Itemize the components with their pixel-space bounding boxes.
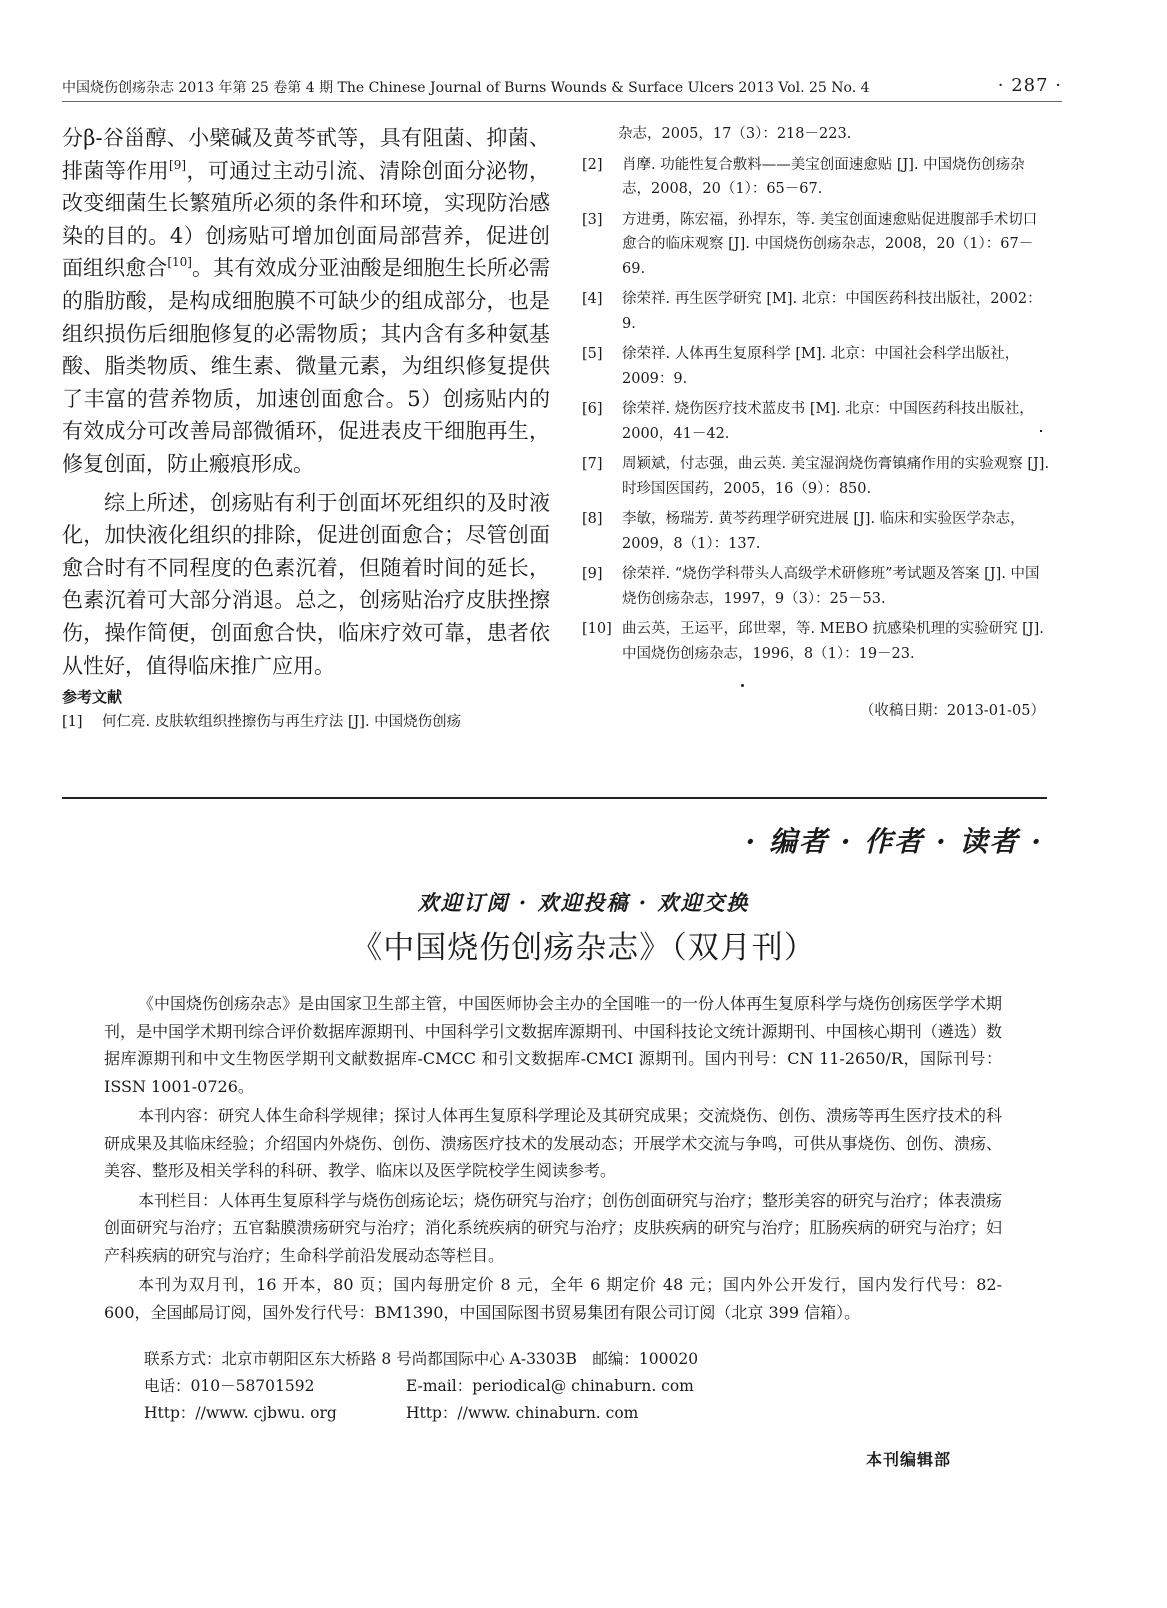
reference-text: 周颖斌，付志强，曲云英. 美宝湿润烧伤膏镇痛作用的实验观察 [J]. 时珍国医国药，2005，16（9）：850. xyxy=(622,456,1050,497)
page-number: · 287 · xyxy=(997,75,1062,96)
reference-text: 杂志，2005，17（3）：218－223. xyxy=(618,126,852,142)
reference-item xyxy=(582,507,1050,556)
reference-number: [10] xyxy=(582,621,612,637)
contact-address: 联系方式：北京市朝阳区东大桥路 8 号尚都国际中心 A-3303B 邮编：100020 xyxy=(144,1350,699,1368)
received-date: （收稿日期：2013-01-05） xyxy=(859,703,1045,719)
reference-item-continued xyxy=(582,122,1050,147)
notice-title: 《中国烧伤创疡杂志》（双月刊） xyxy=(351,930,816,966)
reference-number: [5] xyxy=(582,346,603,362)
section-title: · 编者 · 作者 · 读者 · xyxy=(745,825,1043,858)
para1-text-b: ，可通过主动引流、清除创面分泌物，改变细菌生长繁殖所必须的条件和环境，实现防治感染的目的。4）创疡贴可增加创面局部营养，促进创面组织愈合 xyxy=(62,158,550,281)
notice-paragraph-pricing: 本刊为双月刊，16 开本，80 页；国内每册定价 8 元，全年 6 期定价 48 元；国内外公开发行，国内发行代号：82-600，全国邮局订阅，国外发行代号：BM1390，中国国际图书贸易集团有限公司订阅（北京 399 信箱）。 xyxy=(104,1275,1002,1322)
reference-item xyxy=(582,342,1050,391)
notice-paragraph-content: 本刊内容：研究人体生命科学规律；探讨人体再生复原科学理论及其研究成果；交流烧伤、创伤、溃疡等再生医疗技术的科研成果及其临床经验；介绍国内外烧伤、创伤、溃疡医疗技术的发展动态；开展学术交流与争鸣，可供从事烧伤、创伤、溃疡、美容、整形及相关学科的科研、教学、临床以及医学院校学生阅读参考。 xyxy=(104,1106,1003,1180)
contact-info xyxy=(144,1346,698,1427)
body-paragraph-1 xyxy=(62,122,550,481)
reference-item xyxy=(582,617,1050,666)
reference-number: [7] xyxy=(582,456,603,472)
notice-body xyxy=(104,990,1002,1328)
reference-text: 方进勇，陈宏福，孙捍东，等. 美宝创面速愈贴促进腹部手术切口愈合的临床观察 [J]. 中国烧伤创疡杂志，2008，20（1）：67－69. xyxy=(622,211,1038,277)
website-link-chinaburn: Http：//www. chinaburn. com xyxy=(406,1404,639,1422)
running-header xyxy=(62,75,1062,102)
reference-number: [9] xyxy=(582,566,603,582)
notice-subtitle: 欢迎订阅 · 欢迎投稿 · 欢迎交换 xyxy=(417,890,750,915)
contact-web-row xyxy=(144,1400,698,1427)
notice-paragraph-intro: 《中国烧伤创疡杂志》是由国家卫生部主管，中国医师协会主办的全国唯一的一份人体再生复原科学与烧伤创疡医学学术期刊，是中国学术期刊综合评价数据库源期刊、中国科学引文数据库源期刊、中国科技论文统计源期刊、中国核心期刊（遴选）数据库源期刊和中文生物医学期刊文献数据库-CMCC 和引文数据库-CMCI 源期刊。国内刊号：CN 11-2650/R，国际刊号：ISSN 1001-0726。 xyxy=(104,994,1003,1096)
website-link-cjbwu: Http：//www. cjbwu. org xyxy=(144,1404,337,1422)
reference-text: 徐荣祥. 烧伤医疗技术蓝皮书 [M]. 北京：中国医药科技出版社，2000，41－42. xyxy=(622,401,1034,442)
contact-phone-row xyxy=(144,1373,698,1400)
reference-text: 何仁亮. 皮肤软组织挫擦伤与再生疗法 [J]. 中国烧伤创疡 xyxy=(102,714,462,731)
stray-mark xyxy=(741,684,744,687)
reference-text: 肖摩. 功能性复合敷料——美宝创面速愈贴 [J]. 中国烧伤创疡杂志，2008，20（1）：65－67. xyxy=(622,156,1025,197)
reference-item xyxy=(582,153,1050,202)
reference-number: [2] xyxy=(582,156,603,173)
reference-text: 徐荣祥. “烧伤学科带头人高级学术研修班”考试题及答案 [J]. 中国烧伤创疡杂志，1997，9（3）：25－53. xyxy=(622,566,1040,607)
section-divider xyxy=(62,797,1047,799)
reference-number: [8] xyxy=(582,511,603,527)
reference-text: 徐荣祥. 再生医学研究 [M]. 北京：中国医药科技出版社，2002：9. xyxy=(622,291,1042,332)
contact-email: E-mail：periodical@ chinaburn. com xyxy=(406,1377,694,1395)
citation-9: [9] xyxy=(169,157,187,172)
reference-text: 徐荣祥. 人体再生复原科学 [M]. 北京：中国社会科学出版社，2009：9. xyxy=(622,346,1020,387)
contact-phone: 电话：010－58701592 xyxy=(144,1377,315,1395)
reference-number: [3] xyxy=(582,211,603,228)
reference-item xyxy=(582,287,1050,336)
para1-text-c: 。其有效成分亚油酸是细胞生长所必需的脂肪酸，是构成细胞膜不可缺少的组成部分，也是组织损伤后细胞修复的必需物质；其内含有多种氨基酸、脂类物质、维生素、微量元素，为组织修复提供了丰富的营养物质，加速创面愈合。5）创疡贴内的有效成分可改善局部微循环，促进表皮干细胞再生，修复创面，防止瘢痕形成。 xyxy=(62,256,551,476)
reference-number: [6] xyxy=(582,401,603,417)
reference-item xyxy=(582,562,1050,611)
body-paragraph-2: 综上所述，创疡贴有利于创面坏死组织的及时液化，加快液化组织的排除，促进创面愈合；尽管创面愈合时有不同程度的色素沉着，但随着时间的延长，色素沉着可大部分消退。总之，创疡贴治疗皮肤挫擦伤，操作简便，创面愈合快，临床疗效可靠，患者依从性好，值得临床推广应用。 xyxy=(62,490,550,678)
stray-mark xyxy=(1040,430,1042,432)
reference-number: [4] xyxy=(582,291,603,307)
left-column xyxy=(62,122,550,734)
reference-item xyxy=(62,710,550,734)
journal-running-title: 中国烧伤创疡杂志 2013 年第 25 卷第 4 期 The Chinese Journal of Burns Wounds & Surface Ulcers 2013 Vol. 25 No. 4 xyxy=(62,80,870,96)
references-list-left xyxy=(62,710,550,734)
para1-text-a: 分β-谷甾醇、小檗碱及黄芩甙等，具有阻菌、抑菌、排菌等作用 xyxy=(62,126,550,183)
citation-10: [10] xyxy=(167,255,192,270)
reference-item xyxy=(582,452,1050,501)
contact-address-row xyxy=(144,1346,698,1373)
reference-number: [1] xyxy=(62,714,83,731)
reference-text: 曲云英，王运平，邱世翠，等. MEBO 抗感染机理的实验研究 [J]. 中国烧伤创疡杂志，1996，8（1）：19－23. xyxy=(622,621,1044,662)
reference-item xyxy=(582,397,1050,446)
editorial-signature: 本刊编辑部 xyxy=(866,1450,952,1469)
reference-text: 李敏，杨瑞芳. 黄芩药理学研究进展 [J]. 临床和实验医学杂志，2009，8（1）：137. xyxy=(622,511,1025,552)
notice-paragraph-columns: 本刊栏目：人体再生复原科学与烧伤创疡论坛；烧伤研究与治疗；创伤创面研究与治疗；整形美容的研究与治疗；体表溃疡创面研究与治疗；五官黏膜溃疡研究与治疗；消化系统疾病的研究与治疗；皮肤疾病的研究与治疗；肛肠疾病的研究与治疗；妇产科疾病的研究与治疗；生命科学前沿发展动态等栏目。 xyxy=(104,1190,1003,1265)
references-list-right xyxy=(582,122,1050,666)
reference-item xyxy=(582,208,1050,282)
references-heading: 参考文献 xyxy=(62,688,123,707)
right-column xyxy=(582,122,1050,672)
